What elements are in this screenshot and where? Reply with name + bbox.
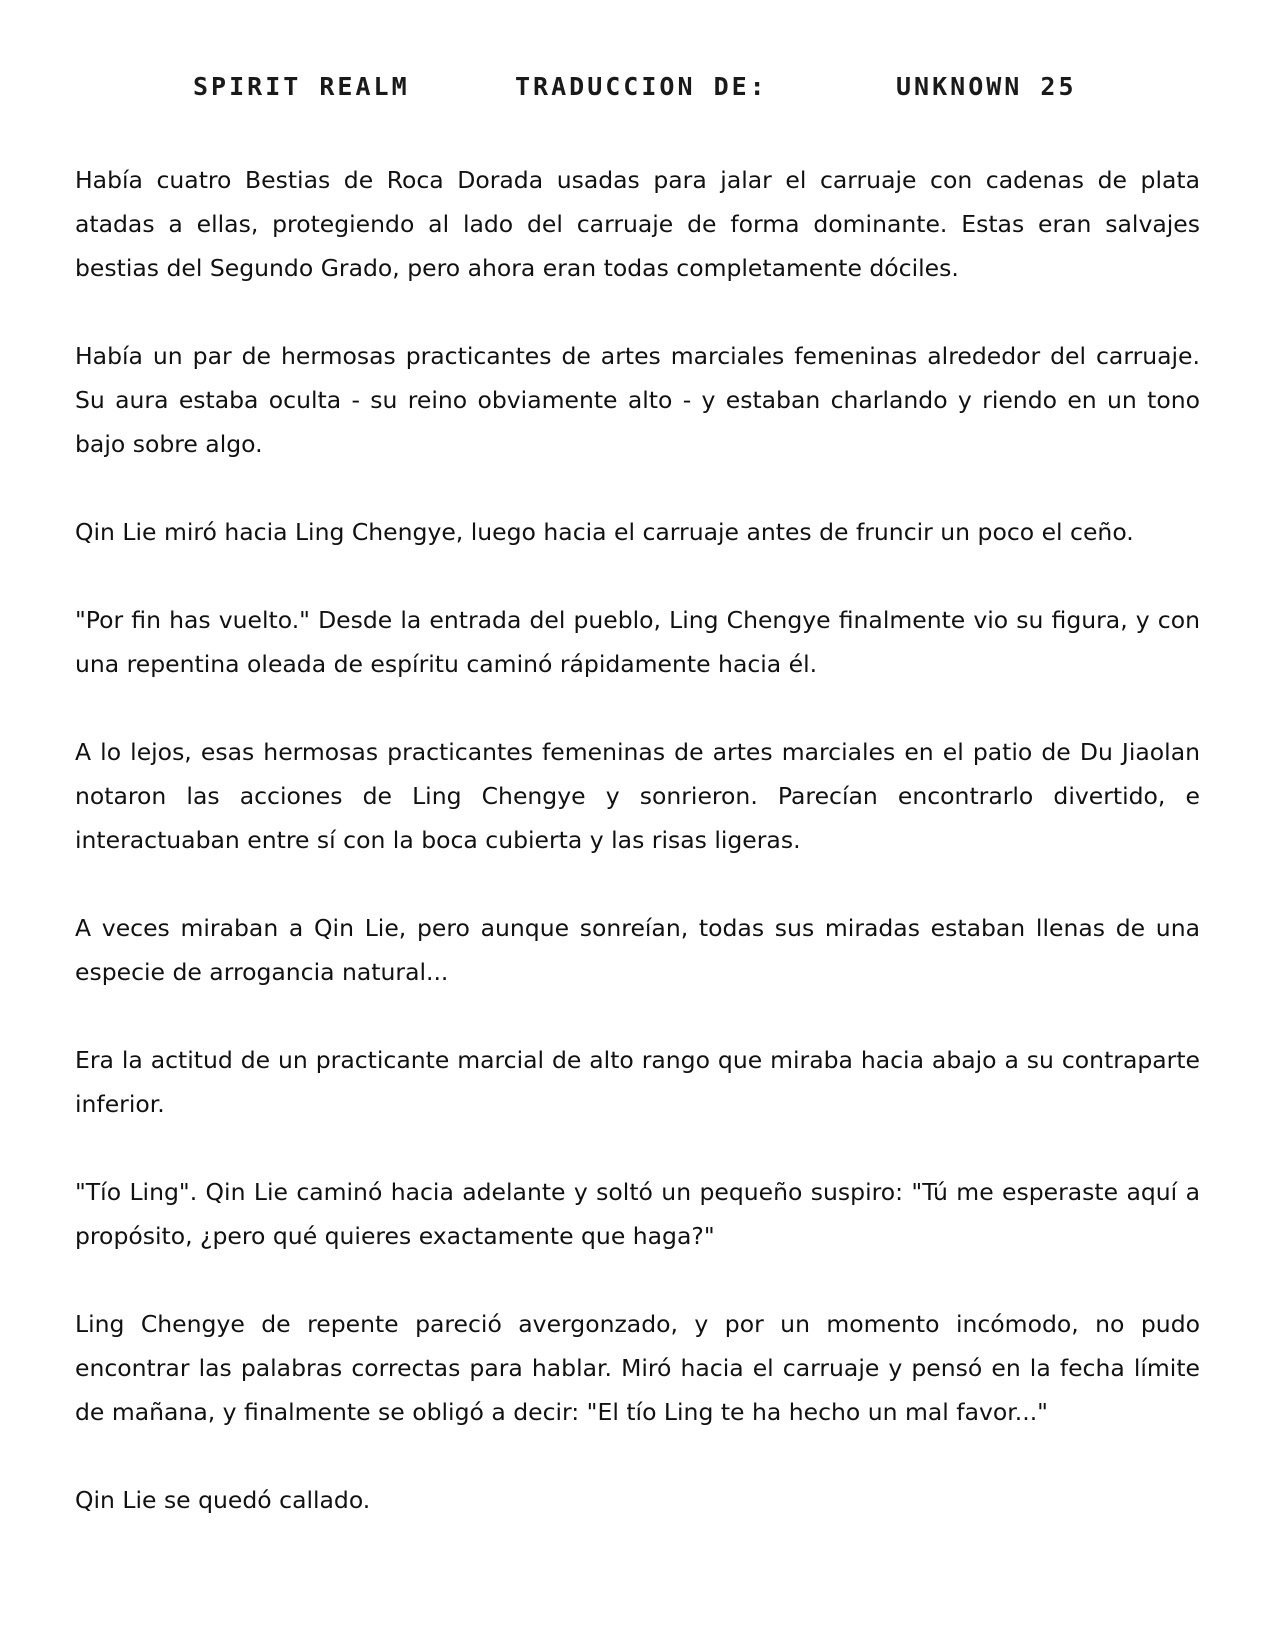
- paragraph: Había un par de hermosas practicantes de artes marciales femeninas alrededor del carruaje. Su aura estaba oculta - su reino obviamente alto - y estaban charlando y riendo en un tono bajo sobre algo.: [75, 342, 1200, 458]
- paragraph: Qin Lie se quedó callado.: [75, 1486, 371, 1514]
- header-series-title: SPIRIT REALM: [193, 72, 410, 101]
- paragraph: A lo lejos, esas hermosas practicantes femeninas de artes marciales en el patio de Du Jiaolan notaron las acciones de Ling Chengye y sonrieron. Parecían encontrarlo divertido, e interactuaban entre sí con la boca cubierta y las risas ligeras.: [75, 738, 1200, 854]
- paragraph: Había cuatro Bestias de Roca Dorada usadas para jalar el carruaje con cadenas de plata atadas a ellas, protegiendo al lado del carruaje de forma dominante. Estas eran salvajes bestias del Segundo Grado, pero ahora eran todas completamente dóciles.: [75, 166, 1200, 282]
- paragraph: Qin Lie miró hacia Ling Chengye, luego hacia el carruaje antes de fruncir un poco el ceño.: [75, 518, 1134, 546]
- header-translator-name: UNKNOWN 25: [896, 72, 1077, 101]
- paragraph: "Por fin has vuelto." Desde la entrada del pueblo, Ling Chengye finalmente vio su figura, y con una repentina oleada de espíritu caminó rápidamente hacia él.: [75, 606, 1200, 678]
- paragraph: Era la actitud de un practicante marcial de alto rango que miraba hacia abajo a su contraparte inferior.: [75, 1046, 1200, 1118]
- paragraph: A veces miraban a Qin Lie, pero aunque sonreían, todas sus miradas estaban llenas de una especie de arrogancia natural...: [75, 914, 1200, 986]
- header-translation-label: TRADUCCION DE:: [515, 72, 768, 101]
- paragraph: "Tío Ling". Qin Lie caminó hacia adelante y soltó un pequeño suspiro: "Tú me esperaste aquí a propósito, ¿pero qué quieres exactamente que haga?": [75, 1178, 1200, 1250]
- page-header: [0, 72, 1275, 112]
- paragraph: Ling Chengye de repente pareció avergonzado, y por un momento incómodo, no pudo encontrar las palabras correctas para hablar. Miró hacia el carruaje y pensó en la fecha límite de mañana, y finalmente se obligó a decir: "El tío Ling te ha hecho un mal favor...": [75, 1310, 1200, 1426]
- document-body: [75, 158, 1200, 1522]
